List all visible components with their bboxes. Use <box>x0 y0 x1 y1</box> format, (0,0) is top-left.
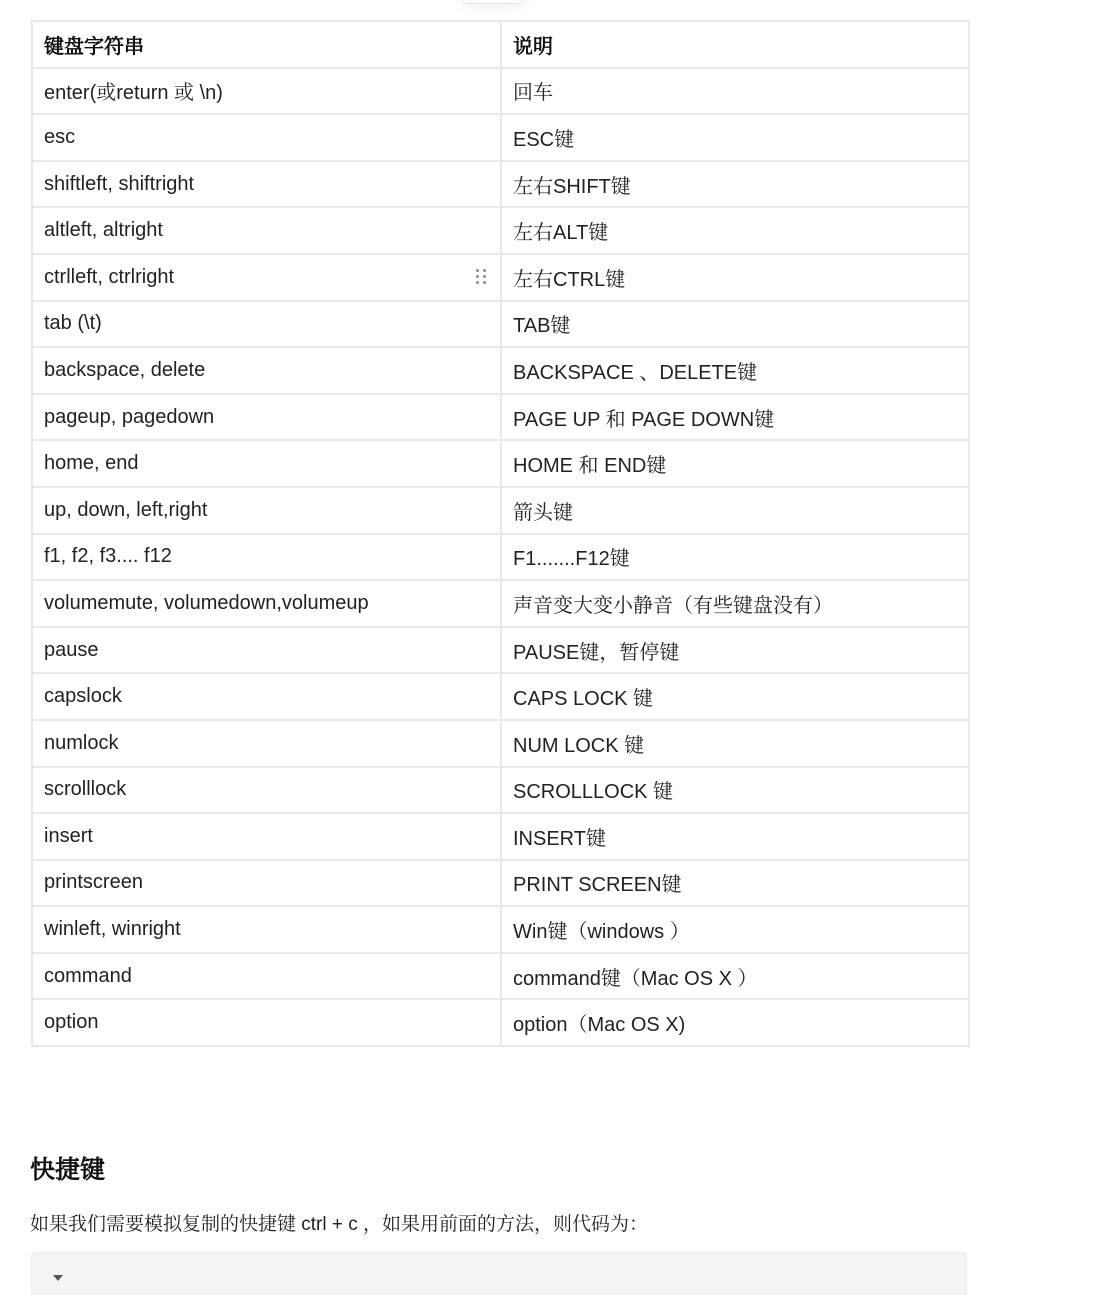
key-string-text: insert <box>44 824 93 847</box>
header-description: 说明 <box>501 21 969 68</box>
cell-key-string <box>32 720 501 767</box>
drag-dot <box>476 281 479 284</box>
key-string-text: up, down, left,right <box>44 498 208 521</box>
table-row <box>32 906 969 953</box>
cell-description <box>501 534 969 581</box>
cell-description <box>501 114 969 161</box>
cell-key-string <box>32 347 501 394</box>
cell-key-string <box>32 860 501 907</box>
description-text: 左右ALT键 <box>513 222 609 245</box>
cell-description <box>501 207 969 254</box>
key-string-text: pause <box>44 638 99 661</box>
cell-description <box>501 347 969 394</box>
cell-key-string <box>32 207 501 254</box>
cell-description <box>501 68 969 115</box>
cell-key-string <box>32 394 501 441</box>
keyboard-strings-table <box>31 20 970 1047</box>
description-text: CAPS LOCK 键 <box>513 688 654 711</box>
table-row <box>32 254 969 301</box>
cell-key-string <box>32 114 501 161</box>
description-text: F1.......F12键 <box>513 548 630 571</box>
cell-description <box>501 860 969 907</box>
key-string-text: enter(或return 或 \n) <box>44 82 223 105</box>
section-heading: 快捷键 <box>30 1156 106 1184</box>
table-row <box>32 487 969 534</box>
header-key-string: 键盘字符串 <box>32 21 501 68</box>
table-row <box>32 813 969 860</box>
cell-key-string <box>32 627 501 674</box>
cell-description <box>501 580 969 627</box>
cell-description <box>501 440 969 487</box>
description-text: 回车 <box>513 82 553 105</box>
cell-key-string <box>32 534 501 581</box>
cell-key-string <box>32 487 501 534</box>
table-row <box>32 627 969 674</box>
cell-key-string <box>32 301 501 348</box>
cell-key-string <box>32 440 501 487</box>
table-row <box>32 114 969 161</box>
cell-description <box>501 999 969 1046</box>
description-text: PAGE UP 和 PAGE DOWN键 <box>513 408 775 431</box>
description-text: 声音变大变小静音（有些键盘没有） <box>513 594 833 617</box>
cell-description <box>501 161 969 208</box>
table-row <box>32 347 969 394</box>
description-text: NUM LOCK 键 <box>513 734 645 757</box>
table-row <box>32 580 969 627</box>
key-string-text: volumemute, volumedown,volumeup <box>44 591 369 614</box>
cell-key-string <box>32 254 501 301</box>
description-text: PAUSE键，暂停键 <box>513 641 680 664</box>
cell-key-string <box>32 953 501 1000</box>
drag-dot <box>483 275 486 278</box>
description-text: 左右SHIFT键 <box>513 175 631 198</box>
table-row <box>32 534 969 581</box>
description-text: SCROLLLOCK 键 <box>513 781 674 804</box>
table-row <box>32 720 969 767</box>
cell-key-string <box>32 673 501 720</box>
description-text: INSERT键 <box>513 827 606 850</box>
drag-dot <box>483 281 486 284</box>
key-string-text: ctrlleft, ctrlright <box>44 265 175 288</box>
key-string-text: capslock <box>44 685 122 708</box>
cell-description <box>501 627 969 674</box>
table-row <box>32 394 969 441</box>
table-row <box>32 207 969 254</box>
key-string-text: pageup, pagedown <box>44 405 215 428</box>
cell-key-string <box>32 161 501 208</box>
key-string-text: home, end <box>44 452 139 475</box>
drag-dot <box>476 275 479 278</box>
key-string-text: command <box>44 964 132 987</box>
key-string-text: winleft, winright <box>44 918 181 941</box>
table-header-row <box>32 21 969 68</box>
cell-description <box>501 953 969 1000</box>
key-string-text: f1, f2, f3.... f12 <box>44 545 172 568</box>
key-string-text: printscreen <box>44 871 143 894</box>
description-text: PRINT SCREEN键 <box>513 874 682 897</box>
table-row <box>32 301 969 348</box>
cell-description <box>501 720 969 767</box>
cell-description <box>501 487 969 534</box>
drag-dot <box>483 269 486 272</box>
description-text: ESC键 <box>513 128 575 151</box>
description-text: HOME 和 END键 <box>513 455 667 478</box>
cell-description <box>501 254 969 301</box>
table-body <box>32 68 969 1046</box>
description-text: 箭头键 <box>513 501 573 524</box>
code-block[interactable] <box>31 1252 967 1295</box>
intro-paragraph: 如果我们需要模拟复制的快捷键 ctrl + c ，如果用前面的方法，则代码为： <box>30 1214 649 1235</box>
key-string-text: esc <box>44 125 76 148</box>
drag-handle-icon[interactable] <box>476 269 486 285</box>
table-row <box>32 860 969 907</box>
table-row <box>32 161 969 208</box>
floating-toolbar[interactable] <box>462 0 524 4</box>
cell-description <box>501 673 969 720</box>
cell-key-string <box>32 813 501 860</box>
table-row <box>32 440 969 487</box>
cell-description <box>501 813 969 860</box>
table-row <box>32 953 969 1000</box>
cell-key-string <box>32 580 501 627</box>
description-text: command键（Mac OS X ） <box>513 967 758 990</box>
key-string-text: scrolllock <box>44 778 127 801</box>
drag-dot <box>476 269 479 272</box>
description-text: TAB键 <box>513 315 571 338</box>
cell-description <box>501 301 969 348</box>
cell-key-string <box>32 68 501 115</box>
key-string-text: numlock <box>44 731 119 754</box>
description-text: option（Mac OS X) <box>513 1014 686 1037</box>
key-string-text: option <box>44 1011 99 1034</box>
cell-description <box>501 906 969 953</box>
description-text: BACKSPACE 、DELETE键 <box>513 361 758 384</box>
table-row <box>32 767 969 814</box>
key-string-text: tab (\t) <box>44 312 102 335</box>
key-string-text: shiftleft, shiftright <box>44 172 195 195</box>
cell-description <box>501 394 969 441</box>
table-row <box>32 999 969 1046</box>
cell-key-string <box>32 767 501 814</box>
cell-key-string <box>32 999 501 1046</box>
description-text: 左右CTRL键 <box>513 268 626 291</box>
cell-description <box>501 767 969 814</box>
cell-key-string <box>32 906 501 953</box>
caret-down-icon[interactable] <box>53 1275 63 1281</box>
key-string-text: backspace, delete <box>44 358 206 381</box>
key-string-text: altleft, altright <box>44 219 163 242</box>
table-row <box>32 673 969 720</box>
description-text: Win键（windows ） <box>513 921 690 944</box>
table-row <box>32 68 969 115</box>
